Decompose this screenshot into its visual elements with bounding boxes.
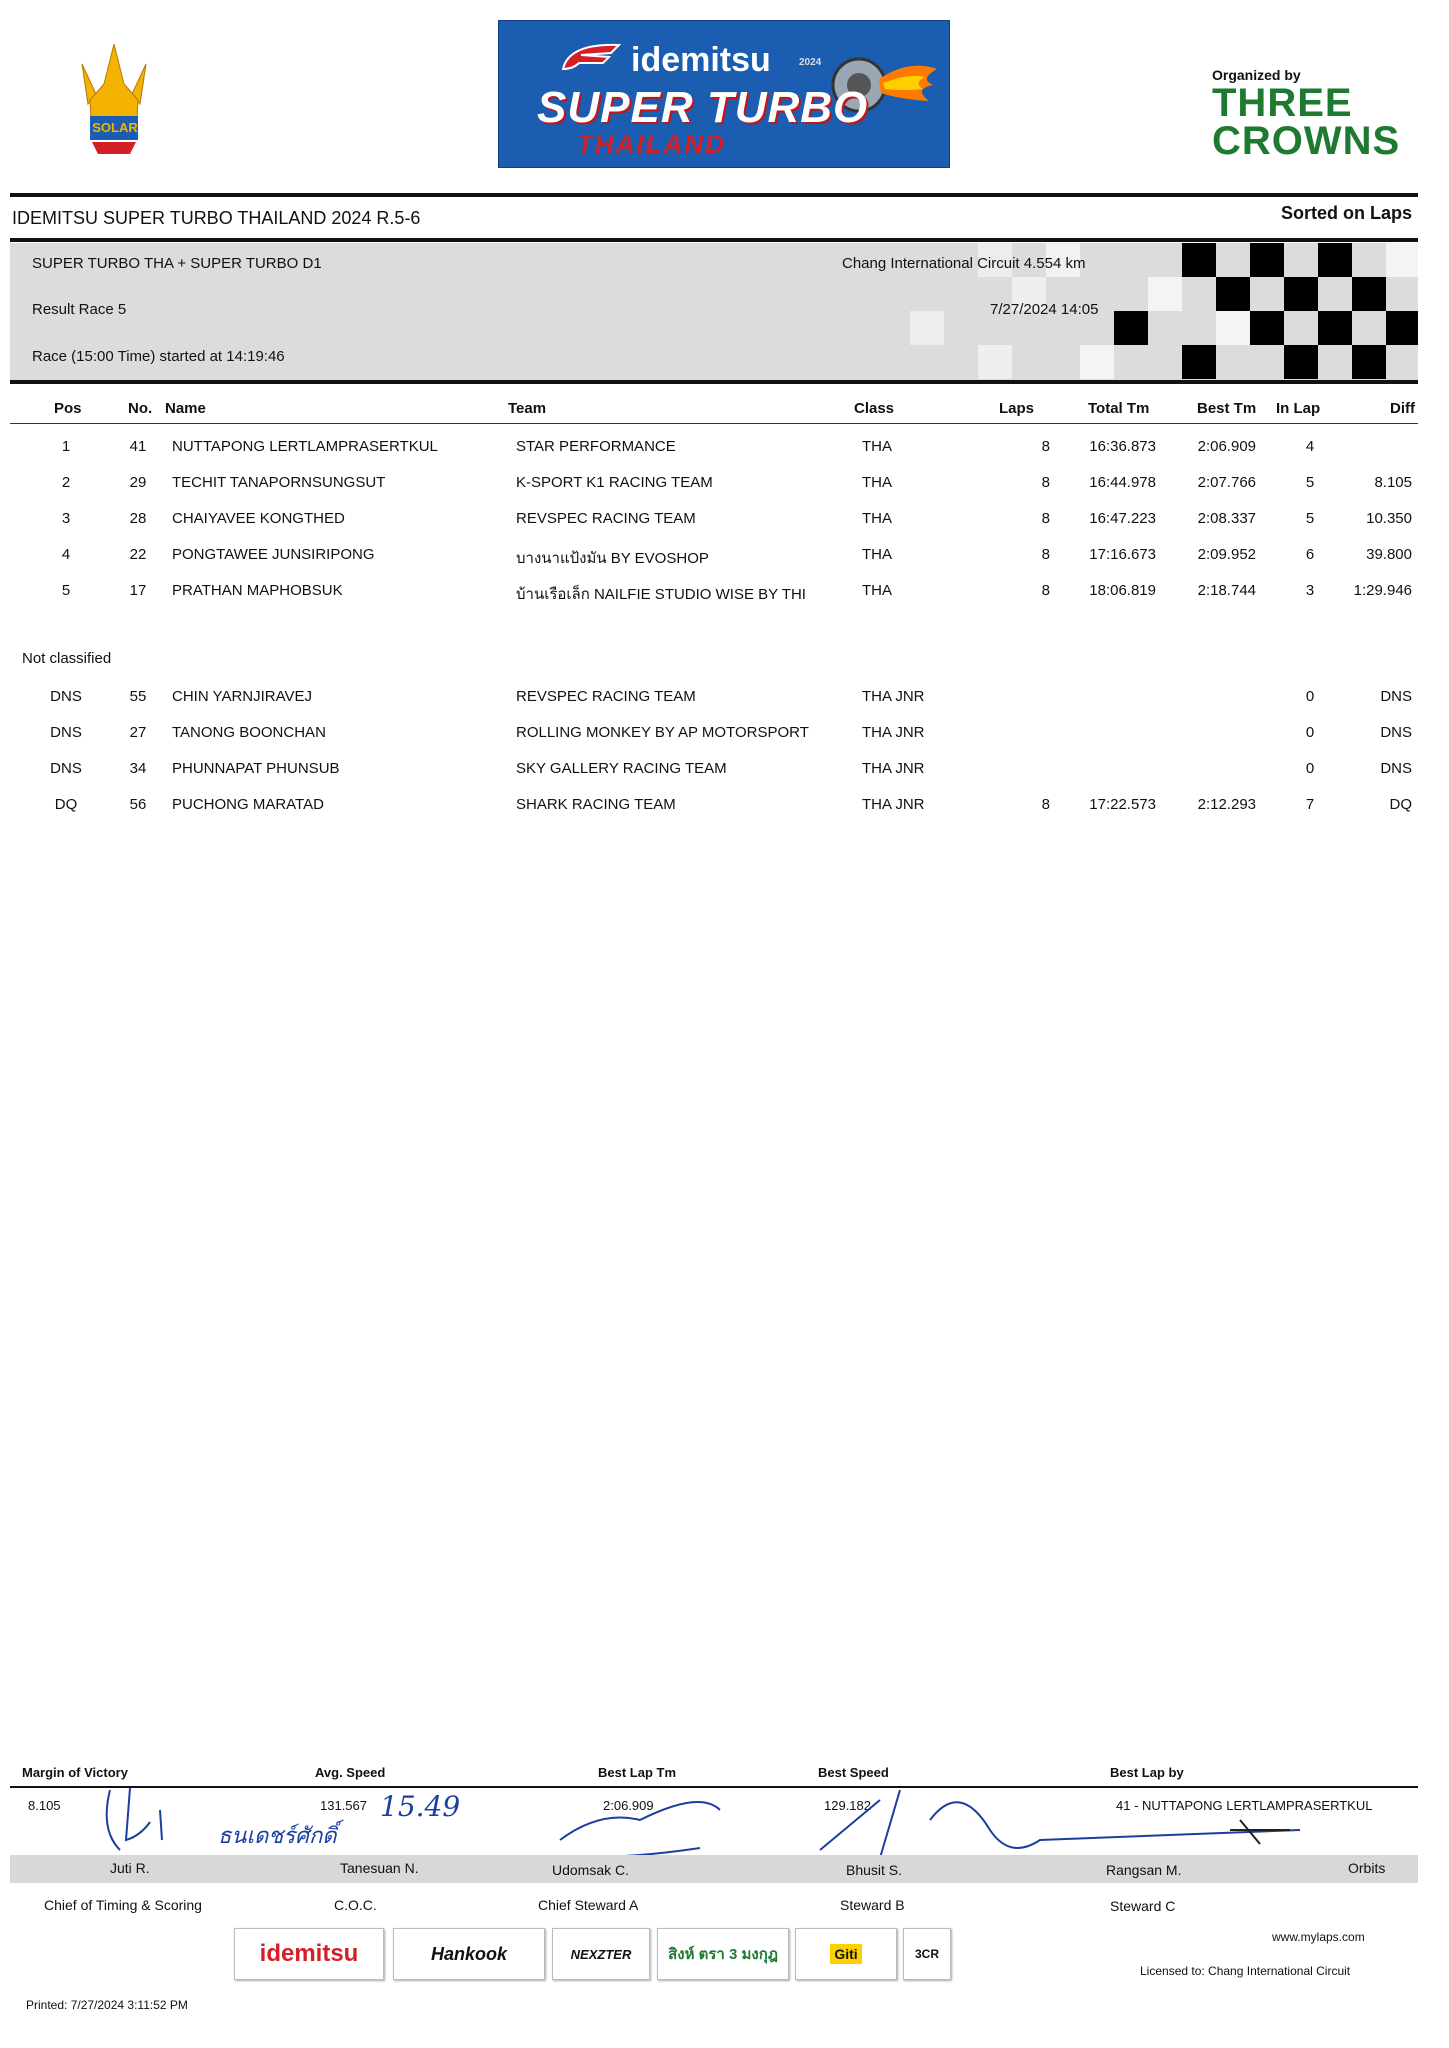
sponsor-logo xyxy=(657,1928,789,1980)
cell-class: THA JNR xyxy=(862,760,925,777)
cell-laps: 8 xyxy=(1041,582,1050,599)
cell-team: SKY GALLERY RACING TEAM xyxy=(516,760,727,777)
printed-timestamp: Printed: 7/27/2024 3:11:52 PM xyxy=(26,1998,188,2012)
sponsor-name: Giti xyxy=(830,1944,861,1964)
organizer-line2: CROWNS xyxy=(1212,119,1401,163)
cell-class: THA xyxy=(862,510,892,527)
col-name: Name xyxy=(165,400,206,417)
cell-class: THA xyxy=(862,546,892,563)
banner-title: SUPER TURBO xyxy=(537,83,869,132)
cell-laps: 8 xyxy=(1041,796,1050,813)
cell-team: REVSPEC RACING TEAM xyxy=(516,688,696,705)
sponsor-name: 3CR xyxy=(914,1947,939,1961)
cell-name: TECHIT TANAPORNSUNGSUT xyxy=(172,474,386,491)
cell-name: CHAIYAVEE KONGTHED xyxy=(172,510,345,527)
cell-best: 2:08.337 xyxy=(1197,510,1256,527)
cell-team: K-SPORT K1 RACING TEAM xyxy=(516,474,713,491)
cell-team: ROLLING MONKEY BY AP MOTORSPORT xyxy=(516,724,809,741)
cell-laps: 8 xyxy=(1041,438,1050,455)
cell-best: 2:12.293 xyxy=(1197,796,1256,813)
cell-team: STAR PERFORMANCE xyxy=(516,438,676,455)
best-lap-value: 2:06.909 xyxy=(603,1798,654,1813)
sponsor-logo xyxy=(393,1928,545,1980)
col-no: No. xyxy=(128,400,153,417)
sort-label: Sorted on Laps xyxy=(1280,203,1412,223)
signatory-role: Steward C xyxy=(1110,1898,1176,1914)
cell-diff: 1:29.946 xyxy=(1353,582,1412,599)
cell-inlap: 5 xyxy=(1305,510,1315,527)
cell-best: 2:09.952 xyxy=(1197,546,1256,563)
cell-diff: 10.350 xyxy=(1366,510,1412,527)
cell-class: THA JNR xyxy=(862,688,925,705)
signatory-role: C.O.C. xyxy=(334,1897,377,1913)
race-start: Race (15:00 Time) started at 14:19:46 xyxy=(32,348,285,365)
mylaps-link[interactable]: www.mylaps.com xyxy=(1272,1930,1365,1944)
cell-inlap: 4 xyxy=(1305,438,1315,455)
idemitsu-flame-icon xyxy=(559,39,623,79)
handwritten-time: 15.49 xyxy=(380,1790,461,1823)
cell-total: 16:36.873 xyxy=(1089,438,1156,455)
margin-label: Margin of Victory xyxy=(22,1765,128,1780)
best-speed-label: Best Speed xyxy=(818,1765,889,1780)
cell-name: PONGTAWEE JUNSIRIPONG xyxy=(172,546,375,563)
cell-no: 28 xyxy=(129,510,147,527)
session-datetime: 7/27/2024 14:05 xyxy=(990,301,1099,318)
event-title: IDEMITSU SUPER TURBO THAILAND 2024 R.5-6 xyxy=(12,208,421,228)
cell-pos: 3 xyxy=(61,510,71,527)
cell-pos: DNS xyxy=(50,688,82,705)
margin-value: 8.105 xyxy=(28,1798,61,1813)
col-class: Class xyxy=(854,400,895,417)
cell-class: THA xyxy=(862,474,892,491)
cell-name: PHUNNAPAT PHUNSUB xyxy=(172,760,340,777)
cell-diff: DNS xyxy=(1380,724,1412,741)
signatory-name: Orbits xyxy=(1348,1860,1386,1876)
signatory-name: Juti R. xyxy=(110,1860,150,1876)
cell-diff: 8.105 xyxy=(1374,474,1412,491)
cell-class: THA JNR xyxy=(862,796,925,813)
col-total: Total Tm xyxy=(1088,400,1150,417)
banner-year: 2024 xyxy=(799,57,822,68)
sponsor-name: idemitsu xyxy=(259,1940,359,1967)
cell-laps: 8 xyxy=(1041,546,1050,563)
sponsor-name: NEXZTER xyxy=(570,1946,632,1962)
cell-pos: DNS xyxy=(50,724,82,741)
avg-speed-value: 131.567 xyxy=(320,1798,367,1813)
col-inlap: In Lap xyxy=(1276,400,1321,417)
cell-inlap: 3 xyxy=(1305,582,1315,599)
signatory-role: Steward B xyxy=(840,1897,905,1913)
left-logo-text: SOLAR xyxy=(92,120,138,135)
cell-pos: 2 xyxy=(61,474,71,491)
signature-band xyxy=(10,1855,1418,1883)
handwritten-name: ธนเดชร์ศักดิ์ xyxy=(218,1824,337,1849)
cell-diff: DQ xyxy=(1389,796,1412,813)
cell-best: 2:18.744 xyxy=(1197,582,1256,599)
cell-name: NUTTAPONG LERTLAMPRASERTKUL xyxy=(172,438,438,455)
divider xyxy=(10,238,1418,242)
cell-total: 18:06.819 xyxy=(1089,582,1156,599)
sponsor-name: Hankook xyxy=(430,1943,508,1964)
best-lap-by-label: Best Lap by xyxy=(1110,1765,1184,1780)
best-speed-value: 129.182 xyxy=(824,1798,871,1813)
signatory-name: Rangsan M. xyxy=(1106,1862,1182,1878)
cell-total: 16:47.223 xyxy=(1089,510,1156,527)
cell-team: บ้านเรือเล็ก NAILFIE STUDIO WISE BY THI xyxy=(516,586,806,603)
cell-class: THA xyxy=(862,582,892,599)
cell-best: 2:07.766 xyxy=(1197,474,1256,491)
cell-team: SHARK RACING TEAM xyxy=(516,796,676,813)
best-lap-label: Best Lap Tm xyxy=(598,1765,677,1780)
cell-total: 17:22.573 xyxy=(1089,796,1156,813)
circuit-name: Chang International Circuit 4.554 km xyxy=(842,255,1086,272)
cell-team: REVSPEC RACING TEAM xyxy=(516,510,696,527)
cell-no: 17 xyxy=(129,582,147,599)
signatory-role: Chief of Timing & Scoring xyxy=(44,1897,202,1913)
cell-pos: 5 xyxy=(61,582,71,599)
sponsor-logo xyxy=(552,1928,650,1980)
col-pos: Pos xyxy=(54,400,82,417)
sponsor-name: สิงห์ ตรา 3 มงกุฎ xyxy=(668,1946,778,1963)
cell-diff: 39.800 xyxy=(1366,546,1412,563)
signatory-name: Tanesuan N. xyxy=(340,1860,419,1876)
signatory-role: Chief Steward A xyxy=(538,1897,639,1913)
sponsor-logo xyxy=(903,1928,951,1980)
cell-pos: 1 xyxy=(61,438,71,455)
cell-no: 22 xyxy=(129,546,147,563)
cell-laps: 8 xyxy=(1041,474,1050,491)
cell-inlap: 6 xyxy=(1305,546,1315,563)
col-best: Best Tm xyxy=(1197,400,1257,417)
cell-no: 34 xyxy=(129,760,147,777)
col-laps: Laps xyxy=(999,400,1035,417)
class-list: SUPER TURBO THA + SUPER TURBO D1 xyxy=(32,255,322,272)
organized-by-label: Organized by xyxy=(1212,67,1301,83)
cell-laps: 8 xyxy=(1041,510,1050,527)
cell-class: THA JNR xyxy=(862,724,925,741)
cell-name: PUCHONG MARATAD xyxy=(172,796,324,813)
cell-name: PRATHAN MAPHOBSUK xyxy=(172,582,343,599)
signatory-name: Bhusit S. xyxy=(846,1862,903,1878)
session-name: Result Race 5 xyxy=(32,301,127,318)
cell-no: 55 xyxy=(129,688,147,705)
divider xyxy=(10,423,1418,424)
organizer-logo xyxy=(1212,81,1401,163)
cell-inlap: 5 xyxy=(1305,474,1315,491)
signatory-name: Udomsak C. xyxy=(552,1862,630,1878)
cell-name: TANONG BOONCHAN xyxy=(172,724,326,741)
not-classified-label: Not classified xyxy=(22,650,112,667)
cell-inlap: 0 xyxy=(1305,688,1315,705)
banner-brand: idemitsu xyxy=(631,41,771,79)
cell-diff: DNS xyxy=(1380,760,1412,777)
cell-no: 29 xyxy=(129,474,147,491)
event-banner-logo xyxy=(498,20,950,168)
cell-no: 56 xyxy=(129,796,147,813)
license-note: Licensed to: Chang International Circuit xyxy=(1140,1964,1351,1978)
sponsor-logo xyxy=(795,1928,897,1980)
avg-speed-label: Avg. Speed xyxy=(315,1765,386,1780)
col-diff: Diff xyxy=(1390,400,1415,417)
session-info-panel xyxy=(10,243,1418,380)
cell-pos: DNS xyxy=(50,760,82,777)
col-team: Team xyxy=(508,400,547,417)
cell-pos: 4 xyxy=(61,546,71,563)
divider xyxy=(10,193,1418,197)
cell-inlap: 0 xyxy=(1305,724,1315,741)
banner-subtitle: THAILAND xyxy=(577,129,726,159)
cell-total: 16:44.978 xyxy=(1089,474,1156,491)
cell-diff: DNS xyxy=(1380,688,1412,705)
cell-best: 2:06.909 xyxy=(1197,438,1256,455)
cell-pos: DQ xyxy=(54,796,78,813)
cell-total: 17:16.673 xyxy=(1089,546,1156,563)
best-lap-by-value: 41 - NUTTAPONG LERTLAMPRASERTKUL xyxy=(1116,1798,1373,1813)
cell-team: บางนาแป้งมัน BY EVOSHOP xyxy=(516,550,709,567)
left-logo xyxy=(78,44,150,156)
cell-no: 27 xyxy=(129,724,147,741)
organizer-line1: THREE xyxy=(1212,81,1353,125)
cell-class: THA xyxy=(862,438,892,455)
cell-no: 41 xyxy=(129,438,147,455)
sponsor-logo xyxy=(234,1928,384,1980)
cell-inlap: 0 xyxy=(1305,760,1315,777)
divider xyxy=(10,380,1418,384)
cell-inlap: 7 xyxy=(1305,796,1315,813)
cell-name: CHIN YARNJIRAVEJ xyxy=(172,688,313,705)
